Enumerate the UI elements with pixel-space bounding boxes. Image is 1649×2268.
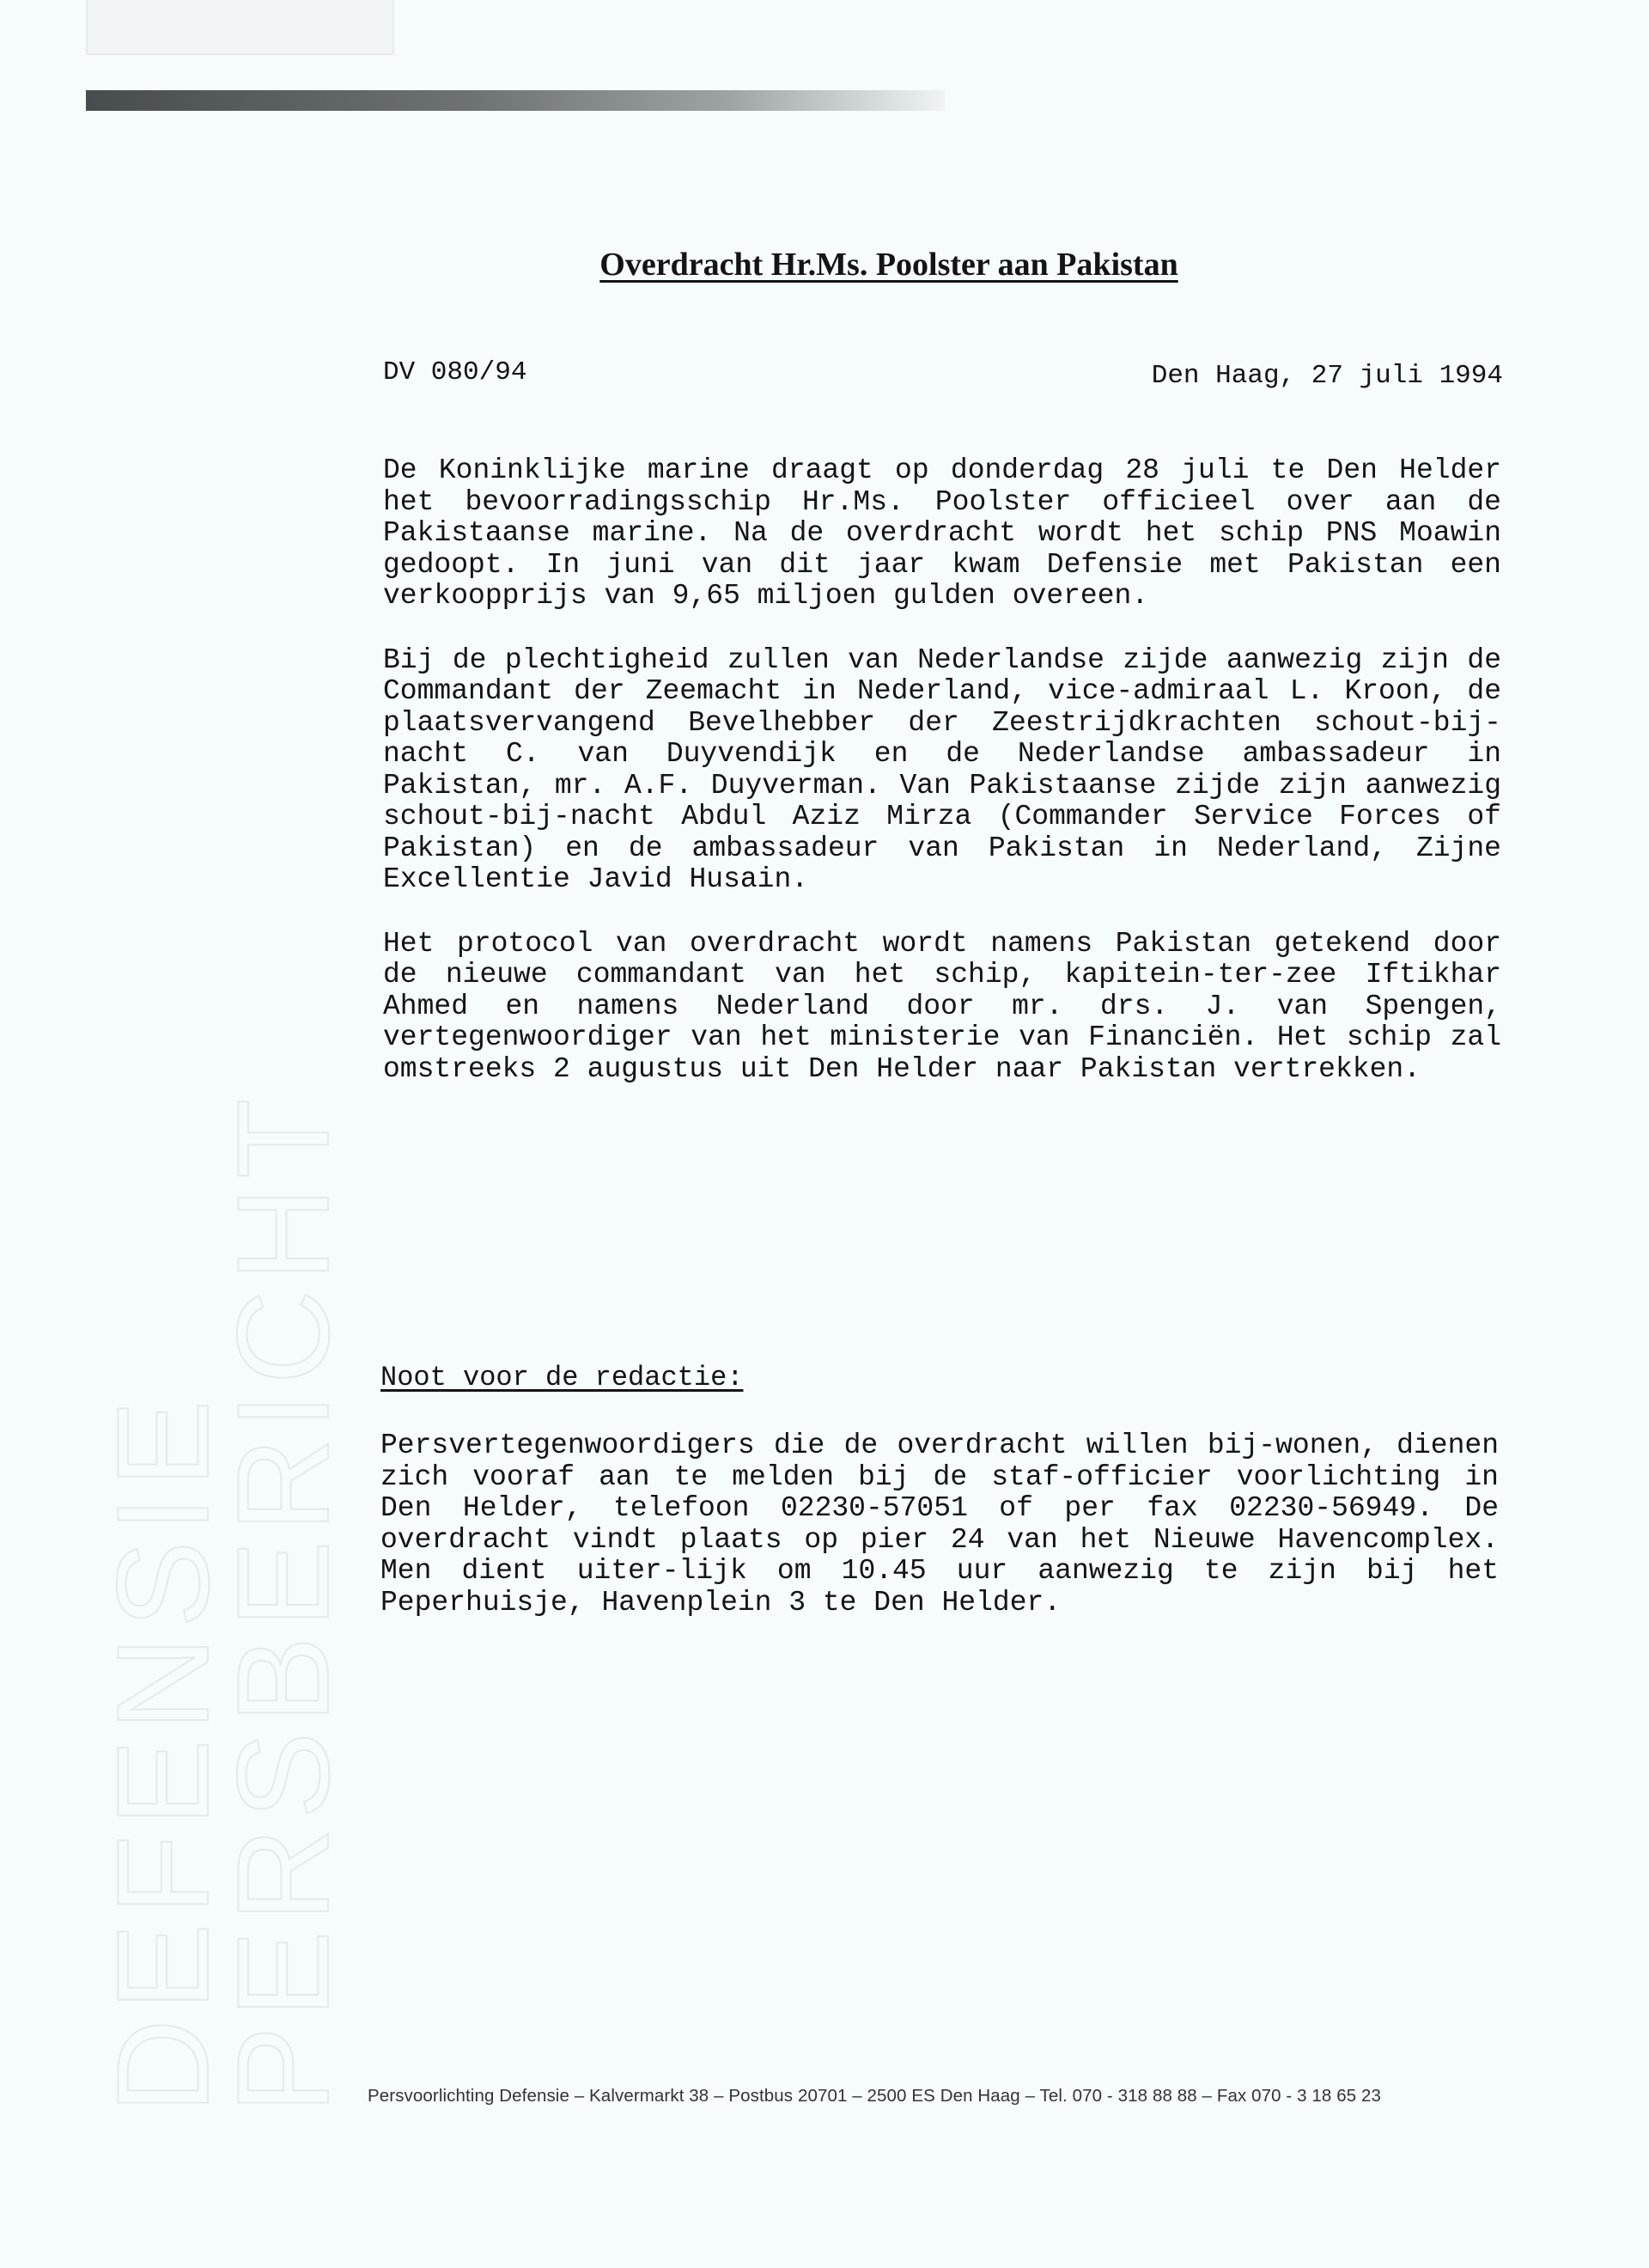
note-heading: Noot voor de redactie:	[380, 1362, 744, 1393]
watermark	[90, 1089, 356, 2113]
paragraph-1: De Koninklijke marine draagt op donderdag 28 juli te Den Helder het bevoorradingsschip Hr.Ms. Poolster officieel over aan de Pakistaanse marine. Na de overdracht wordt het schip PNS Moawin gedoopt. In juni van dit jaar kwam Defensie met Pakistan een verkoopprijs van 9,65 miljoen gulden overeen.	[383, 454, 1501, 612]
watermark-line-2: PERSBERICHT	[210, 1089, 356, 2113]
document-title: Overdracht Hr.Ms. Poolster aan Pakistan	[599, 247, 1178, 283]
reference-number: DV 080/94	[383, 357, 527, 387]
watermark-line-1: DEFENSIE	[90, 1391, 236, 2113]
footer-contact: Persvoorlichting Defensie – Kalvermarkt 38 – Postbus 20701 – 2500 ES Den Haag – Tel. 070 - 318 88 88 – Fax 070 - 3 18 65 23	[368, 2086, 1382, 2106]
letterhead-band	[86, 90, 945, 111]
note-text: Persvertegenwoordigers die de overdracht willen bij-wonen, dienen zich vooraf aan te melden bij de staf-officier voorlichting in Den Helder, telefoon 02230-57051 of per fax 02230-56949. De overdracht vindt plaats op pier 24 van het Nieuwe Havencomplex. Men dient uiter-lijk om 10.45 uur aanwezig te zijn bij het Peperhuisje, Havenplein 3 te Den Helder.	[380, 1430, 1499, 1619]
document-body	[383, 455, 1501, 1118]
paragraph-2: Bij de plechtigheid zullen van Nederlandse zijde aanwezig zijn de Commandant der Zeemacht in Nederland, vice-admiraal L. Kroon, de plaatsvervangend Bevelhebber der Zeestrijdkrachten schout-bij-nacht C. van Duyvendijk en de Nederlandse ambassadeur in Pakistan, mr. A.F. Duyverman. Van Pakistaanse zijde zijn aanwezig schout-bij-nacht Abdul Aziz Mirza (Commander Service Forces of Pakistan) en de ambassadeur van Pakistan in Nederland, Zijne Excellentie Javid Husain.	[383, 643, 1501, 895]
paragraph-3: Het protocol van overdracht wordt namens Pakistan getekend door de nieuwe commandant van het schip, kapitein-ter-zee Iftikhar Ahmed en namens Nederland door mr. drs. J. van Spengen, vertegenwoordiger van het ministerie van Financiën. Het schip zal omstreeks 2 augustus uit Den Helder naar Pakistan vertrekken.	[383, 927, 1501, 1085]
document-date: Den Haag, 27 juli 1994	[1151, 361, 1503, 391]
letterhead-box	[86, 0, 394, 55]
